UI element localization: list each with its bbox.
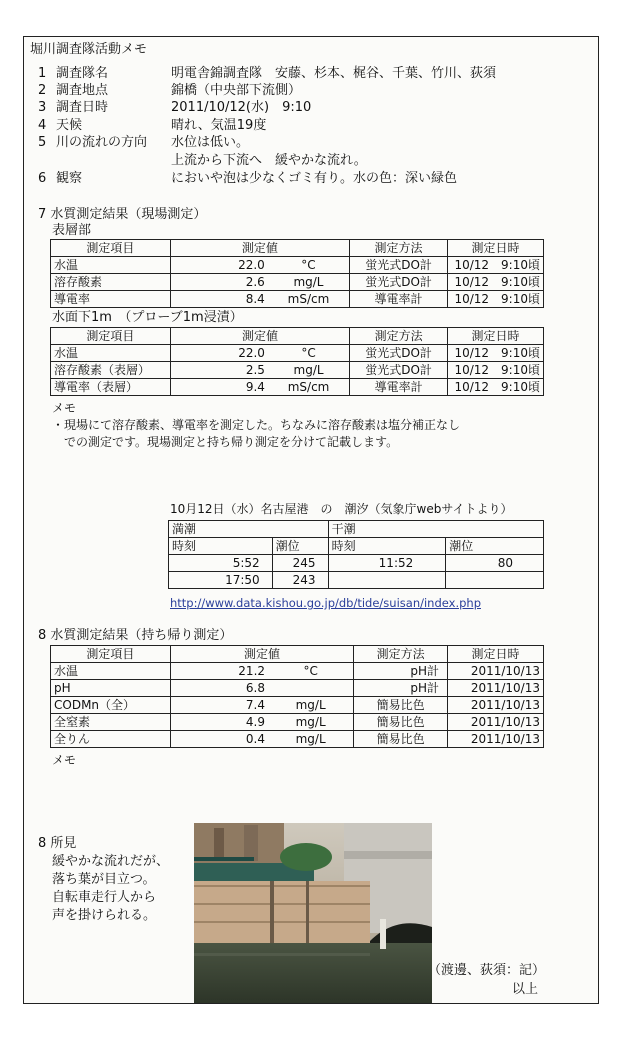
cell-value: 6.8 bbox=[170, 680, 268, 697]
header-date: 測定日時 bbox=[447, 240, 543, 257]
section8-heading: 8 水質測定結果（持ち帰り測定） bbox=[38, 628, 233, 643]
cell-value: 2.5 bbox=[170, 362, 268, 379]
river-photo bbox=[194, 823, 432, 1003]
cell-item: 溶存酸素 bbox=[51, 274, 171, 291]
cell-method: 導電率計 bbox=[350, 379, 448, 396]
info-value: 晴れ、気温19度 bbox=[171, 118, 267, 133]
cell-value: 22.0 bbox=[170, 345, 268, 362]
cell-method: 簡易比色 bbox=[354, 714, 448, 731]
header-value: 測定値 bbox=[170, 328, 349, 345]
cell-item: 溶存酸素（表層） bbox=[51, 362, 171, 379]
cell-date: 2011/10/13 bbox=[448, 714, 544, 731]
memo-label: メモ bbox=[52, 401, 77, 415]
memo-sheet bbox=[23, 36, 599, 1004]
header-date: 測定日時 bbox=[448, 646, 544, 663]
header-value: 測定値 bbox=[170, 646, 353, 663]
findings-line: 緩やかな流れだが、 bbox=[52, 854, 170, 869]
memo-text: での測定です。現場測定と持ち帰り測定を分けて記載します。 bbox=[64, 435, 399, 449]
tide-cell: 5:52 bbox=[169, 555, 273, 572]
cell-method: 蛍光式DO計 bbox=[350, 345, 448, 362]
table-row bbox=[169, 555, 544, 572]
river-photo-illustration bbox=[194, 823, 432, 1003]
cell-unit: mS/cm bbox=[268, 291, 350, 308]
cell-value: 9.4 bbox=[170, 379, 268, 396]
info-num: 3 bbox=[38, 100, 47, 115]
depth-table bbox=[50, 327, 544, 396]
info-num: 4 bbox=[38, 118, 47, 133]
cell-value: 0.4 bbox=[170, 731, 268, 748]
tide-level-label: 潮位 bbox=[446, 538, 544, 555]
table-row bbox=[51, 274, 544, 291]
table-row bbox=[51, 714, 544, 731]
cell-value: 7.4 bbox=[170, 697, 268, 714]
cell-method: 蛍光式DO計 bbox=[350, 274, 448, 291]
tide-title: 10月12日（水）名古屋港 の 潮汐（気象庁webサイトより） bbox=[170, 502, 513, 516]
tide-high-label: 満潮 bbox=[169, 521, 329, 538]
header-method: 測定方法 bbox=[350, 240, 448, 257]
cell-method: 簡易比色 bbox=[354, 731, 448, 748]
cell-unit: °C bbox=[268, 257, 350, 274]
cell-item: 導電率 bbox=[51, 291, 171, 308]
cell-item: 水温 bbox=[51, 257, 171, 274]
cell-date: 10/12 9:10頃 bbox=[448, 345, 544, 362]
cell-unit: mg/L bbox=[268, 731, 354, 748]
section7-heading: 7 水質測定結果（現場測定） bbox=[38, 207, 207, 222]
cell-unit: mS/cm bbox=[268, 379, 350, 396]
cell-date: 10/12 9:10頃 bbox=[448, 379, 544, 396]
cell-item: 水温 bbox=[51, 663, 171, 680]
table-header-row bbox=[51, 328, 544, 345]
cell-date: 2011/10/13 bbox=[448, 731, 544, 748]
cell-value: 8.4 bbox=[170, 291, 268, 308]
tide-group-row bbox=[169, 521, 544, 538]
table-row bbox=[51, 663, 544, 680]
header-item: 測定項目 bbox=[51, 328, 171, 345]
table-row bbox=[51, 379, 544, 396]
info-num: 2 bbox=[38, 83, 47, 98]
info-value: 2011/10/12(水) 9:10 bbox=[171, 100, 312, 115]
depth-label: 水面下1m （プローブ1m浸漬） bbox=[52, 310, 243, 325]
findings-heading: 8 所見 bbox=[38, 836, 77, 851]
cell-unit: mg/L bbox=[268, 362, 350, 379]
cell-method: pH計 bbox=[354, 663, 448, 680]
table-row bbox=[51, 731, 544, 748]
cell-date: 10/12 9:10頃 bbox=[448, 362, 544, 379]
closing-text: 以上 bbox=[512, 982, 539, 997]
cell-unit: °C bbox=[268, 345, 350, 362]
tide-cell: 11:52 bbox=[328, 555, 446, 572]
cell-item: pH bbox=[51, 680, 171, 697]
cell-unit: °C bbox=[268, 663, 354, 680]
tide-cell: 80 bbox=[446, 555, 544, 572]
cell-date: 10/12 9:10頃 bbox=[447, 291, 543, 308]
info-label: 調査隊名 bbox=[56, 66, 109, 81]
table-row bbox=[51, 362, 544, 379]
info-num: 1 bbox=[38, 66, 47, 81]
table-row bbox=[51, 345, 544, 362]
cell-value: 22.0 bbox=[170, 257, 268, 274]
table-row bbox=[51, 680, 544, 697]
cell-unit: mg/L bbox=[268, 274, 350, 291]
tide-header-row bbox=[169, 538, 544, 555]
tide-source-link[interactable]: http://www.data.kishou.go.jp/db/tide/suisan/index.php bbox=[170, 596, 481, 610]
cell-item: CODMn（全） bbox=[51, 697, 171, 714]
surface-table bbox=[50, 239, 544, 308]
table-row bbox=[169, 572, 544, 589]
info-value: 錦橋（中央部下流側） bbox=[171, 83, 302, 98]
header-date: 測定日時 bbox=[448, 328, 544, 345]
cell-method: 導電率計 bbox=[350, 291, 448, 308]
info-label: 川の流れの方向 bbox=[56, 135, 148, 150]
tide-cell bbox=[446, 572, 544, 589]
lab-table bbox=[50, 645, 544, 748]
surface-label: 表層部 bbox=[52, 223, 92, 238]
tide-low-label: 干潮 bbox=[328, 521, 543, 538]
findings-line: 落ち葉が目立つ。 bbox=[52, 872, 156, 887]
cell-item: 導電率（表層） bbox=[51, 379, 171, 396]
cell-unit: mg/L bbox=[268, 714, 354, 731]
findings-line: 声を掛けられる。 bbox=[52, 908, 157, 923]
findings-line: 自転車走行人から bbox=[52, 890, 157, 905]
info-value: 明電舎錦調査隊 安藤、杉本、梶谷、千葉、竹川、荻須 bbox=[171, 66, 497, 81]
cell-unit bbox=[268, 680, 354, 697]
table-row bbox=[51, 257, 544, 274]
header-item: 測定項目 bbox=[51, 646, 171, 663]
tide-time-label: 時刻 bbox=[328, 538, 446, 555]
tide-cell bbox=[328, 572, 446, 589]
cell-unit: mg/L bbox=[268, 697, 354, 714]
cell-date: 10/12 9:10頃 bbox=[447, 257, 543, 274]
info-value: 水位は低い。 bbox=[171, 135, 250, 150]
table-row bbox=[51, 291, 544, 308]
info-label: 観察 bbox=[56, 171, 83, 186]
table-row bbox=[51, 697, 544, 714]
cell-value: 4.9 bbox=[170, 714, 268, 731]
cell-item: 全りん bbox=[51, 731, 171, 748]
info-label: 調査地点 bbox=[56, 83, 109, 98]
cell-date: 2011/10/13 bbox=[448, 680, 544, 697]
table-header-row bbox=[51, 646, 544, 663]
header-value: 測定値 bbox=[170, 240, 349, 257]
table-header-row bbox=[51, 240, 544, 257]
info-num: 6 bbox=[38, 171, 47, 186]
memo-text: ・現場にて溶存酸素、導電率を測定した。ちなみに溶存酸素は塩分補正なし bbox=[52, 418, 461, 432]
cell-method: 蛍光式DO計 bbox=[350, 362, 448, 379]
header-method: 測定方法 bbox=[350, 328, 448, 345]
cell-item: 全窒素 bbox=[51, 714, 171, 731]
info-value: 上流から下流へ 緩やかな流れ。 bbox=[171, 153, 367, 168]
info-label: 調査日時 bbox=[56, 100, 109, 115]
cell-item: 水温 bbox=[51, 345, 171, 362]
header-item: 測定項目 bbox=[51, 240, 171, 257]
info-value: においや泡は少なくゴミ有り。水の色：深い緑色 bbox=[171, 171, 458, 186]
cell-value: 2.6 bbox=[170, 274, 268, 291]
tide-cell: 245 bbox=[272, 555, 328, 572]
tide-cell: 17:50 bbox=[169, 572, 273, 589]
tide-level-label: 潮位 bbox=[272, 538, 328, 555]
lab-memo-label: メモ bbox=[52, 753, 77, 767]
cell-date: 10/12 9:10頃 bbox=[447, 274, 543, 291]
tide-time-label: 時刻 bbox=[169, 538, 273, 555]
tide-table bbox=[168, 520, 544, 589]
cell-date: 2011/10/13 bbox=[448, 663, 544, 680]
cell-method: 簡易比色 bbox=[354, 697, 448, 714]
cell-value: 21.2 bbox=[170, 663, 268, 680]
document-title: 堀川調査隊活動メモ bbox=[30, 42, 148, 57]
tide-cell: 243 bbox=[272, 572, 328, 589]
info-num: 5 bbox=[38, 135, 47, 150]
header-method: 測定方法 bbox=[354, 646, 448, 663]
signature: （渡邊、荻須：記） bbox=[428, 963, 546, 978]
cell-method: 蛍光式DO計 bbox=[350, 257, 448, 274]
cell-method: pH計 bbox=[354, 680, 448, 697]
info-label: 天候 bbox=[56, 118, 83, 133]
cell-date: 2011/10/13 bbox=[448, 697, 544, 714]
